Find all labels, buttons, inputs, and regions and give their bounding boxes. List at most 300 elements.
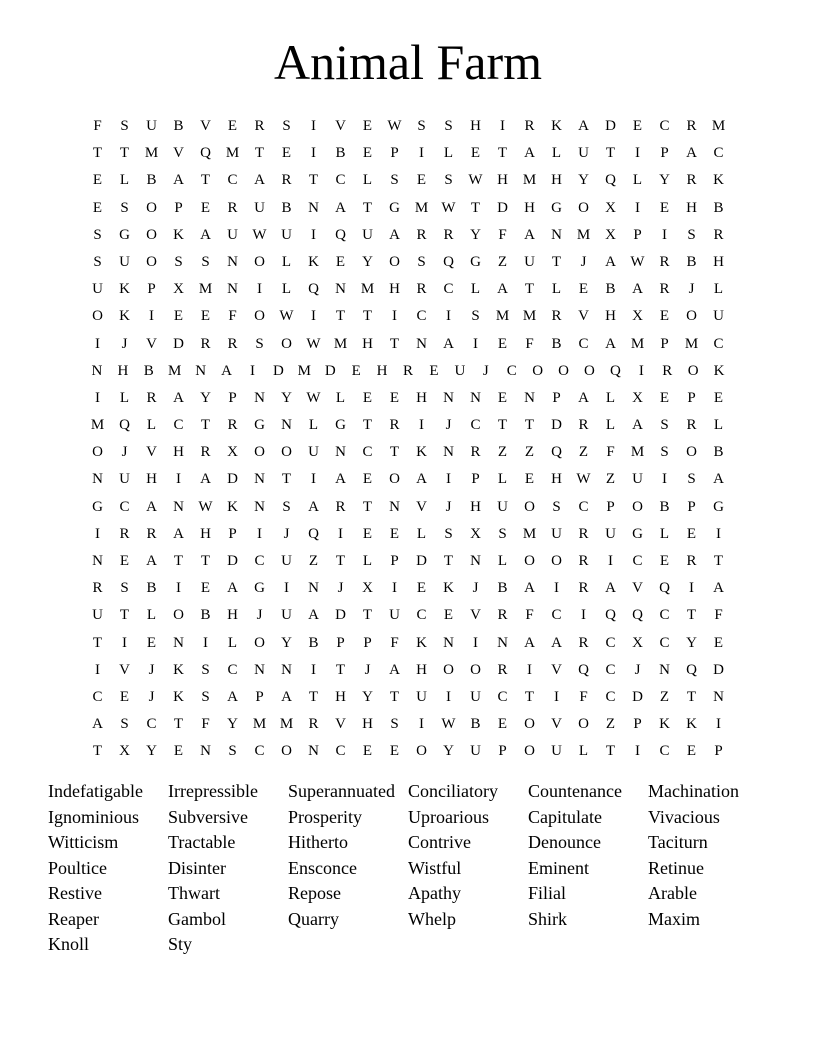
grid-letter: W <box>306 335 321 352</box>
grid-letter: V <box>335 716 346 733</box>
grid-letter: J <box>445 417 452 434</box>
grid-letter: N <box>470 389 481 406</box>
grid-letter: K <box>119 308 130 325</box>
grid-letter: T <box>92 634 103 651</box>
grid-letter: I <box>473 335 478 352</box>
grid-letter: H <box>416 661 427 678</box>
grid-letter: F <box>228 308 237 325</box>
grid-letter: M <box>90 417 105 434</box>
grid-letter: H <box>389 281 400 298</box>
grid-letter: E <box>497 389 508 406</box>
grid-row <box>84 602 732 629</box>
grid-letter: M <box>522 172 537 189</box>
grid-letter: S <box>282 498 291 515</box>
grid-letter: R <box>497 607 508 624</box>
grid-letter: O <box>146 199 157 216</box>
grid-letter: C <box>605 661 616 678</box>
grid-letter: I <box>203 634 208 651</box>
grid-letter: T <box>605 743 616 760</box>
grid-letter: Q <box>308 281 319 298</box>
grid-letter: A <box>524 145 535 162</box>
grid-letter: N <box>659 661 670 678</box>
grid-letter: N <box>92 553 103 569</box>
grid-letter: N <box>308 199 319 216</box>
grid-letter: E <box>362 389 373 406</box>
grid-letter: R <box>659 253 670 270</box>
grid-letter: Z <box>497 444 508 461</box>
grid-letter: S <box>201 688 210 705</box>
grid-letter: M <box>333 335 348 352</box>
grid-letter: C <box>227 172 238 189</box>
grid-letter: K <box>173 661 184 678</box>
word-bank-item: Tractable <box>168 832 236 852</box>
grid-letter: B <box>713 444 724 461</box>
grid-letter: R <box>524 118 535 134</box>
grid-letter: N <box>281 417 292 434</box>
grid-letter: M <box>630 335 645 352</box>
grid-letter: I <box>95 335 100 352</box>
grid-letter: L <box>470 281 481 298</box>
grid-letter: C <box>497 688 508 705</box>
grid-letter: G <box>632 525 643 542</box>
grid-letter: S <box>687 471 696 488</box>
grid-letter: J <box>121 444 128 461</box>
grid-letter: T <box>470 199 481 216</box>
grid-letter: L <box>146 607 157 624</box>
grid-letter: T <box>389 335 400 352</box>
grid-letter: C <box>659 118 670 134</box>
word-bank-item: Maxim <box>648 908 700 929</box>
grid-letter: A <box>551 634 562 651</box>
grid-letter: K <box>551 118 562 134</box>
grid-letter: U <box>308 444 319 461</box>
grid-letter: B <box>497 580 508 597</box>
grid-letter: N <box>416 335 427 352</box>
grid-letter: U <box>92 281 103 298</box>
grid-letter: C <box>443 281 454 298</box>
grid-letter: C <box>173 417 184 434</box>
grid-letter: J <box>634 661 641 678</box>
grid-letter: I <box>446 471 451 488</box>
letter-grid <box>84 113 732 766</box>
grid-letter: C <box>254 743 265 760</box>
grid-row <box>84 412 732 439</box>
grid-letter: Q <box>308 525 319 542</box>
grid-letter: T <box>686 688 697 705</box>
grid-letter: I <box>311 226 316 243</box>
grid-letter: Q <box>443 253 454 270</box>
grid-letter: G <box>470 253 481 270</box>
grid-letter: U <box>470 743 481 760</box>
grid-letter: R <box>308 716 319 733</box>
grid-letter: M <box>252 716 267 733</box>
grid-letter: Z <box>605 716 616 733</box>
grid-letter: R <box>662 362 673 379</box>
grid-row <box>84 466 732 493</box>
grid-letter: E <box>92 172 103 189</box>
grid-letter: U <box>470 688 481 705</box>
grid-letter: K <box>308 253 319 270</box>
grid-letter: R <box>578 553 589 569</box>
grid-letter: S <box>174 253 183 270</box>
grid-letter: K <box>119 281 130 298</box>
grid-letter: R <box>335 498 346 515</box>
grid-letter: C <box>506 362 517 379</box>
grid-letter: L <box>605 417 616 434</box>
grid-letter: P <box>336 634 345 651</box>
grid-letter: V <box>173 145 184 162</box>
grid-letter: M <box>144 145 159 162</box>
grid-letter: L <box>578 743 589 760</box>
grid-letter: H <box>686 199 697 216</box>
grid-letter: O <box>558 362 569 379</box>
grid-letter: K <box>713 172 724 189</box>
grid-letter: N <box>551 226 562 243</box>
grid-letter: R <box>578 580 589 597</box>
grid-letter: R <box>227 335 238 352</box>
grid-letter: F <box>606 444 615 461</box>
grid-letter: Y <box>578 172 589 189</box>
word-bank-item: Subversive <box>168 806 248 827</box>
grid-letter: N <box>713 688 724 705</box>
grid-row <box>84 684 732 711</box>
grid-letter: I <box>716 716 721 733</box>
grid-letter: W <box>306 389 321 406</box>
grid-letter: W <box>279 308 294 325</box>
grid-letter: T <box>308 172 319 189</box>
grid-letter: A <box>713 580 724 597</box>
grid-letter: T <box>200 417 211 434</box>
grid-letter: K <box>443 580 454 597</box>
grid-letter: I <box>500 118 505 134</box>
grid-letter: M <box>198 281 213 298</box>
grid-letter: P <box>660 145 669 162</box>
grid-letter: Y <box>443 743 454 760</box>
grid-letter: H <box>146 471 157 488</box>
grid-letter: T <box>362 607 373 624</box>
grid-letter: R <box>200 335 211 352</box>
grid-letter: S <box>687 226 696 243</box>
grid-letter: A <box>173 525 184 542</box>
grid-letter: I <box>716 525 721 542</box>
grid-letter: F <box>525 607 534 624</box>
word-bank-item: Conciliatory <box>408 781 498 801</box>
grid-letter: E <box>362 118 373 134</box>
grid-letter: N <box>389 498 400 515</box>
grid-letter: T <box>335 661 346 678</box>
grid-letter: A <box>632 281 643 298</box>
grid-letter: R <box>686 417 697 434</box>
grid-letter: A <box>221 362 232 379</box>
grid-row <box>84 303 732 330</box>
grid-letter: A <box>389 661 400 678</box>
grid-letter: M <box>522 308 537 325</box>
grid-letter: H <box>362 716 373 733</box>
grid-letter: S <box>255 335 264 352</box>
grid-letter: E <box>200 199 211 216</box>
grid-letter: O <box>146 253 157 270</box>
grid-letter: U <box>119 471 130 488</box>
grid-letter: B <box>713 199 724 216</box>
grid-letter: I <box>527 661 532 678</box>
grid-letter: T <box>119 607 130 624</box>
grid-letter: U <box>497 498 508 515</box>
grid-letter: J <box>148 688 155 705</box>
grid-letter: A <box>416 471 427 488</box>
grid-letter: C <box>470 417 481 434</box>
grid-letter: X <box>173 281 184 298</box>
grid-letter: K <box>173 226 184 243</box>
grid-letter: M <box>360 281 375 298</box>
grid-letter: E <box>713 389 724 406</box>
grid-letter: D <box>324 362 336 379</box>
grid-letter: P <box>228 389 237 406</box>
grid-letter: E <box>686 743 697 760</box>
grid-letter: G <box>551 199 562 216</box>
grid-letter: S <box>120 118 129 134</box>
word-bank-item: Contrive <box>408 832 471 852</box>
word-bank-item: Superannuated <box>288 781 395 801</box>
grid-letter: A <box>173 172 184 189</box>
grid-letter: A <box>335 471 346 488</box>
grid-letter: E <box>443 607 454 624</box>
grid-letter: X <box>605 199 616 216</box>
grid-row <box>84 548 732 575</box>
grid-letter: G <box>254 580 265 597</box>
grid-letter: V <box>578 308 589 325</box>
grid-letter: H <box>470 118 481 134</box>
grid-letter: Z <box>308 553 319 569</box>
grid-letter: M <box>297 362 311 379</box>
grid-letter: R <box>686 172 697 189</box>
grid-letter: N <box>281 661 292 678</box>
grid-letter: P <box>363 634 372 651</box>
grid-letter: O <box>632 498 643 515</box>
grid-letter: Y <box>281 389 292 406</box>
grid-letter: I <box>392 308 397 325</box>
grid-letter: E <box>362 471 373 488</box>
grid-letter: O <box>389 471 400 488</box>
grid-letter: V <box>416 498 427 515</box>
grid-letter: H <box>416 389 427 406</box>
grid-letter: T <box>335 553 346 569</box>
grid-letter: M <box>576 226 591 243</box>
grid-letter: E <box>200 580 211 597</box>
grid-letter: P <box>660 335 669 352</box>
grid-letter: L <box>497 471 508 488</box>
grid-letter: H <box>524 199 535 216</box>
grid-letter: I <box>392 580 397 597</box>
word-bank-item: Shirk <box>528 908 568 929</box>
grid-letter: J <box>337 580 344 597</box>
grid-letter: E <box>578 281 589 298</box>
grid-letter: U <box>227 226 238 243</box>
grid-letter: U <box>119 253 130 270</box>
grid-letter: A <box>578 389 589 406</box>
grid-letter: E <box>429 362 439 379</box>
grid-letter: B <box>308 634 319 651</box>
grid-letter: O <box>686 444 697 461</box>
grid-letter: C <box>335 743 346 760</box>
grid-letter: I <box>608 553 613 569</box>
grid-letter: N <box>470 553 481 569</box>
grid-letter: E <box>659 308 670 325</box>
grid-letter: W <box>387 118 402 134</box>
grid-letter: V <box>551 716 562 733</box>
grid-row <box>84 331 732 358</box>
grid-letter: E <box>470 145 481 162</box>
grid-letter: H <box>713 253 724 270</box>
grid-letter: I <box>446 688 451 705</box>
grid-letter: Y <box>200 389 211 406</box>
grid-letter: E <box>497 335 508 352</box>
grid-letter: Q <box>200 145 211 162</box>
grid-letter: G <box>119 226 130 243</box>
grid-letter: Y <box>281 634 292 651</box>
grid-letter: R <box>227 199 238 216</box>
grid-letter: W <box>576 471 591 488</box>
grid-letter: Q <box>578 661 589 678</box>
grid-letter: C <box>416 607 427 624</box>
grid-letter: N <box>195 362 207 379</box>
grid-letter: J <box>283 525 290 542</box>
grid-letter: L <box>497 553 508 569</box>
grid-letter: E <box>92 199 103 216</box>
grid-letter: F <box>579 688 588 705</box>
grid-row <box>84 113 732 140</box>
grid-letter: W <box>252 226 267 243</box>
grid-letter: X <box>632 389 643 406</box>
grid-letter: R <box>713 226 724 243</box>
grid-letter: X <box>605 226 616 243</box>
grid-letter: I <box>554 580 559 597</box>
grid-letter: Q <box>609 362 621 379</box>
grid-row <box>84 222 732 249</box>
grid-letter: V <box>470 607 481 624</box>
grid-letter: I <box>446 308 451 325</box>
word-bank <box>48 779 768 958</box>
grid-letter: U <box>632 471 643 488</box>
grid-letter: N <box>308 743 319 760</box>
grid-letter: E <box>173 743 184 760</box>
grid-letter: A <box>524 580 535 597</box>
grid-letter: S <box>498 525 507 542</box>
grid-letter: T <box>335 308 346 325</box>
grid-letter: I <box>638 362 644 379</box>
word-bank-item: Arable <box>648 883 697 903</box>
grid-letter: A <box>146 553 157 569</box>
grid-letter: O <box>532 362 544 379</box>
grid-letter: E <box>146 634 157 651</box>
grid-letter: H <box>470 498 481 515</box>
grid-letter: G <box>389 199 400 216</box>
grid-letter: A <box>227 580 238 597</box>
grid-letter: S <box>390 172 399 189</box>
grid-letter: L <box>713 417 724 434</box>
grid-letter: S <box>93 226 102 243</box>
grid-row <box>84 195 732 222</box>
grid-letter: H <box>227 607 238 624</box>
grid-letter: I <box>176 580 181 597</box>
grid-letter: E <box>686 525 697 542</box>
grid-letter: A <box>308 607 319 624</box>
grid-letter: M <box>630 444 645 461</box>
grid-letter: O <box>281 335 292 352</box>
grid-letter: U <box>281 553 292 569</box>
grid-letter: I <box>635 199 640 216</box>
grid-letter: I <box>581 607 586 624</box>
word-bank-item: Whelp <box>408 908 456 929</box>
grid-row <box>84 439 732 466</box>
grid-letter: S <box>120 716 129 733</box>
grid-row <box>84 575 732 602</box>
grid-letter: O <box>687 362 699 379</box>
grid-letter: R <box>254 118 265 134</box>
grid-letter: C <box>335 172 346 189</box>
grid-letter: Q <box>632 607 643 624</box>
grid-letter: C <box>605 688 616 705</box>
grid-row <box>84 167 732 194</box>
grid-letter: L <box>335 389 346 406</box>
word-bank-item: Ignominious <box>48 806 140 827</box>
grid-letter: N <box>497 634 508 651</box>
grid-letter: A <box>443 335 454 352</box>
grid-letter: I <box>662 226 667 243</box>
grid-letter: Y <box>362 688 373 705</box>
grid-letter: U <box>389 607 400 624</box>
grid-letter: S <box>444 118 453 134</box>
grid-letter: H <box>497 172 508 189</box>
grid-letter: I <box>257 525 262 542</box>
grid-letter: R <box>578 525 589 542</box>
grid-letter: E <box>362 145 373 162</box>
grid-letter: M <box>225 145 240 162</box>
grid-letter: T <box>119 145 130 162</box>
grid-letter: U <box>146 118 157 134</box>
grid-letter: T <box>389 688 400 705</box>
grid-letter: K <box>227 498 238 515</box>
grid-letter: C <box>416 308 427 325</box>
grid-letter: A <box>524 634 535 651</box>
grid-letter: I <box>257 281 262 298</box>
grid-letter: Z <box>497 253 508 270</box>
grid-letter: R <box>200 444 211 461</box>
grid-letter: A <box>713 471 724 488</box>
grid-letter: Y <box>227 716 238 733</box>
grid-letter: O <box>524 553 535 569</box>
grid-row <box>84 711 732 738</box>
grid-letter: R <box>146 389 157 406</box>
grid-letter: T <box>362 199 373 216</box>
grid-letter: A <box>200 471 211 488</box>
grid-letter: T <box>362 308 373 325</box>
grid-letter: N <box>335 444 346 461</box>
grid-letter: S <box>660 417 669 434</box>
grid-letter: H <box>605 308 616 325</box>
grid-letter: X <box>470 525 481 542</box>
grid-letter: O <box>443 661 454 678</box>
word-bank-item: Retinue <box>648 857 704 878</box>
grid-letter: U <box>454 362 466 379</box>
grid-letter: M <box>684 335 699 352</box>
grid-letter: P <box>687 389 696 406</box>
grid-letter: E <box>227 118 238 134</box>
grid-letter: P <box>147 281 156 298</box>
grid-letter: H <box>173 444 184 461</box>
grid-row <box>84 385 732 412</box>
word-bank-item: Repose <box>288 883 341 903</box>
grid-letter: E <box>659 389 670 406</box>
